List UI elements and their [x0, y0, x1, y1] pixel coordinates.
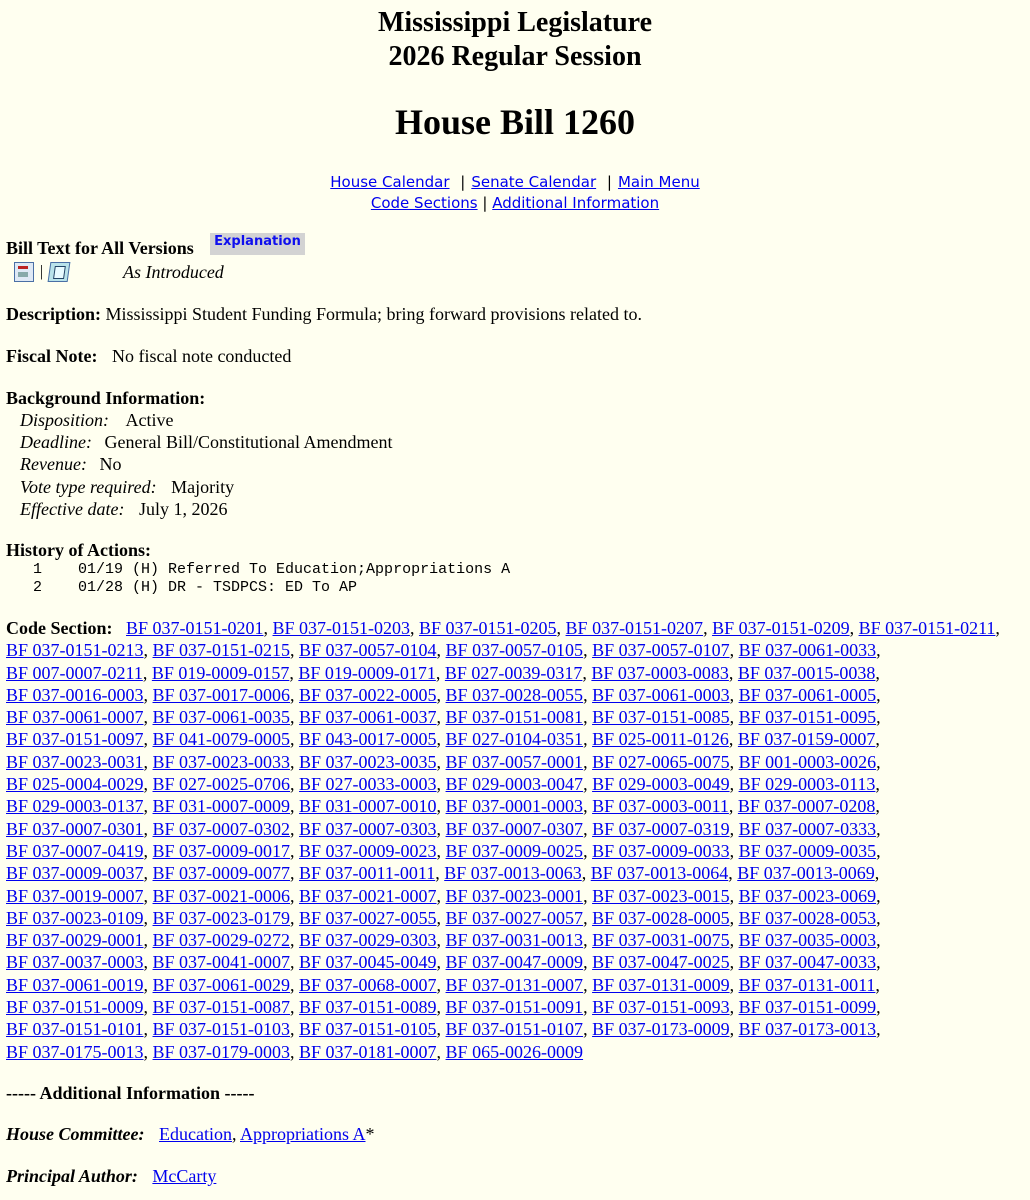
code-section-link[interactable]: BF 037-0023-0179: [152, 907, 291, 928]
code-section-link[interactable]: BF 037-0173-0013: [738, 1019, 877, 1040]
committee-link-education[interactable]: Education: [159, 1124, 232, 1144]
code-section-link[interactable]: BF 025-0011-0126: [592, 729, 729, 750]
code-section-link[interactable]: BF 037-0027-0057: [445, 907, 584, 928]
revenue-value: No: [99, 454, 122, 474]
code-section-link[interactable]: BF 037-0061-0029: [152, 974, 291, 995]
code-section-link[interactable]: BF 037-0151-0205: [419, 618, 557, 638]
code-section-link[interactable]: BF 029-0003-0113: [738, 774, 876, 795]
code-section-link[interactable]: BF 037-0028-0005: [592, 907, 730, 928]
pdf-icon[interactable]: [14, 262, 34, 282]
nav-separator: |: [606, 173, 612, 191]
code-section-link[interactable]: BF 037-0037-0003: [6, 952, 144, 973]
additional-info-heading: ----- Additional Information -----: [6, 1083, 255, 1103]
code-section-link[interactable]: BF 027-0039-0317: [444, 662, 583, 683]
code-section-link[interactable]: BF 037-0151-0201: [126, 618, 264, 638]
code-section-link[interactable]: BF 001-0003-0026: [738, 751, 877, 772]
nav-separator: |: [460, 173, 466, 191]
disposition-value: Active: [125, 410, 174, 430]
code-section-link[interactable]: BF 037-0028-0055: [445, 684, 584, 705]
code-section-link[interactable]: BF 037-0009-0025: [445, 840, 584, 861]
code-section-link[interactable]: BF 037-0023-0001: [445, 885, 584, 906]
description-row: [6, 304, 642, 325]
nav-links: [0, 172, 1030, 214]
code-section-link[interactable]: BF 037-0031-0075: [592, 930, 730, 951]
code-section-link[interactable]: BF 037-0009-0077: [152, 863, 291, 884]
code-section-link[interactable]: BF 037-0021-0006: [152, 885, 291, 906]
code-section-link[interactable]: BF 037-0047-0025: [592, 952, 730, 973]
deadline-row: [20, 432, 392, 453]
code-section-link[interactable]: BF 037-0181-0007: [299, 1041, 437, 1062]
history-action: 2 01/28 (H) DR - TSDPCS: ED To AP: [6, 579, 358, 596]
code-section-link[interactable]: BF 037-0151-0093: [592, 997, 730, 1018]
code-section-link[interactable]: BF 037-0057-0107: [592, 640, 730, 661]
deadline-value: General Bill/Constitutional Amendment: [104, 432, 393, 452]
code-section-link[interactable]: BF 031-0007-0010: [299, 796, 437, 817]
code-section-link[interactable]: BF 037-0151-0211: [858, 618, 996, 638]
code-section-link[interactable]: BF 037-0009-0023: [299, 840, 437, 861]
code-section-link[interactable]: BF 037-0151-0209: [712, 618, 850, 638]
explanation-button[interactable]: Explanation: [210, 233, 305, 255]
code-section-link[interactable]: BF 043-0017-0005: [299, 729, 437, 750]
vote-type-label: Vote type required:: [20, 477, 157, 497]
code-section-link[interactable]: BF 029-0003-0047: [445, 774, 584, 795]
code-section-link[interactable]: BF 037-0029-0303: [299, 930, 437, 951]
code-section-link[interactable]: BF 037-0131-0007: [445, 974, 584, 995]
house-committee-row: House Committee: Education, Appropriations A*: [6, 1124, 375, 1144]
code-section-link[interactable]: BF 037-0028-0053: [738, 907, 877, 928]
code-section-link[interactable]: BF 037-0151-0087: [152, 997, 291, 1018]
code-section-link[interactable]: BF 037-0007-0319: [592, 818, 730, 839]
vote-type-value: Majority: [171, 477, 235, 497]
principal-author-link[interactable]: McCarty: [152, 1166, 217, 1186]
code-section-link[interactable]: BF 037-0061-0007: [6, 707, 144, 728]
code-section-link[interactable]: BF 037-0016-0003: [6, 684, 144, 705]
code-section-link[interactable]: BF 037-0013-0069: [737, 863, 875, 884]
code-section-link[interactable]: BF 037-0023-0015: [592, 885, 730, 906]
disposition-label: Disposition:: [20, 410, 110, 430]
code-section-link[interactable]: BF 037-0061-0035: [152, 707, 291, 728]
committee-suffix: *: [365, 1124, 375, 1144]
code-section-link[interactable]: BF 037-0029-0001: [6, 930, 144, 951]
code-section-link[interactable]: BF 037-0009-0035: [738, 840, 877, 861]
code-section-link[interactable]: BF 037-0013-0063: [444, 863, 582, 884]
code-section-link[interactable]: BF 037-0151-0213: [6, 640, 144, 661]
fiscal-note-value: No fiscal note conducted: [111, 346, 292, 366]
code-section-label: Code Section:: [6, 618, 113, 638]
legislature-title: Mississippi Legislature: [377, 7, 653, 38]
code-section-link[interactable]: BF 019-0009-0157: [151, 662, 290, 683]
code-section-link[interactable]: BF 037-0057-0104: [299, 640, 437, 661]
code-section-link[interactable]: BF 037-0017-0006: [152, 684, 291, 705]
description-label: Description:: [6, 304, 101, 324]
code-section-link[interactable]: BF 027-0065-0075: [592, 751, 730, 772]
bill-text-heading: Bill Text for All Versions: [6, 238, 194, 258]
effective-date-row: [20, 499, 227, 520]
description-value: Mississippi Student Funding Formula; bring forward provisions related to.: [105, 304, 642, 324]
code-section-link[interactable]: BF 037-0151-0097: [6, 729, 144, 750]
house-calendar-link[interactable]: House Calendar: [330, 173, 450, 191]
code-section-link[interactable]: BF 037-0159-0007: [737, 729, 876, 750]
code-sections: Code Section: BF 037-0151-0201, BF 037-0151-0203, BF 037-0151-0205, BF 037-0151-0207, BF 037-0151-0209, BF 037-0151-0211, BF 037-0151-0213, BF 037-0151-0215, BF 037-0057-0104, BF 037-0057-0105, BF 037-0057-0107, BF 037-0061-0033, BF 007-0007-0211, BF 019-0009-0157, BF 019-0009-0171, BF 027-0039-0317, BF 037-0003-0083, BF 037-0015-0038, BF 037-0016-0003, BF 037-0017-0006, BF 037-0022-0005, BF 037-0028-0055, BF 037-0061-0003, BF 037-0061-0005, BF 037-0061-0007, BF 037-0061-0035, BF 037-0061-0037, BF 037-0151-0081, BF 037-0151-0085, BF 037-0151-0095, BF 037-0151-0097, BF 041-0079-0005, BF 043-0017-0005, BF 027-0104-0351, BF 025-0011-0126, BF 037-0159-0007, BF 037-0023-0031, BF 037-0023-0033, BF 037-0023-0035, BF 037-0057-0001, BF 027-0065-0075, BF 001-0003-0026, BF 025-0004-0029, BF 027-0025-0706, BF 027-0033-0003, BF 029-0003-0047, BF 029-0003-0049, BF 029-0003-0113, BF 029-0003-0137, BF 031-0007-0009, BF 031-0007-0010, BF 037-0001-0003, BF 037-0003-0011, BF 037-0007-0208, BF 037-0007-0301, BF 037-0007-0302, BF 037-0007-0303, BF 037-0007-0307, BF 037-0007-0319, BF 037-0007-0333, BF 037-0007-0419, BF 037-0009-0017, BF 037-0009-0023, BF 037-0009-0025, BF 037-0009-0033, BF 037-0009-0035, BF 037-0009-0037, BF 037-0009-0077, BF 037-0011-0011, BF 037-0013-0063, BF 037-0013-0064, BF 037-0013-0069, BF 037-0019-0007, BF 037-0021-0006, BF 037-0021-0007, BF 037-0023-0001, BF 037-0023-0015, BF 037-0023-0069, BF 037-0023-0109, BF 037-0023-0179, BF 037-0027-0055, BF 037-0027-0057, BF 037-0028-0005, BF 037-0028-0053, BF 037-0029-0001, BF 037-0029-0272, BF 037-0029-0303, BF 037-0031-0013, BF 037-0031-0075, BF 037-0035-0003, BF 037-0037-0003, BF 037-0041-0007, BF 037-0045-0049, BF 037-0047-0009, BF 037-0047-0025, BF 037-0047-0033, BF 037-0061-0019, BF 037-0061-0029, BF 037-0068-0007, BF 037-0131-0007, BF 037-0131-0009, BF 037-0131-0011, BF 037-0151-0009, BF 037-0151-0087, BF 037-0151-0089, BF 037-0151-0091, BF 037-0151-0093, BF 037-0151-0099, BF 037-0151-0101, BF 037-0151-0103, BF 037-0151-0105, BF 037-0151-0107, BF 037-0173-0009, BF 037-0173-0013, BF 037-0175-0013, BF 037-0179-0003, BF 037-0181-0007, BF 065-0026-0009: [6, 618, 1000, 1062]
code-section-link[interactable]: BF 037-0023-0035: [299, 751, 437, 772]
code-section-link[interactable]: BF 027-0104-0351: [445, 729, 584, 750]
code-section-link[interactable]: BF 025-0004-0029: [6, 774, 144, 795]
code-section-link[interactable]: BF 037-0173-0009: [592, 1019, 730, 1040]
code-section-link[interactable]: BF 037-0057-0105: [445, 640, 584, 661]
history-action: 1 01/19 (H) Referred To Education;Appropriations A: [6, 561, 511, 578]
house-committee-label: House Committee:: [6, 1124, 145, 1144]
history-heading: History of Actions:: [6, 540, 151, 560]
code-section-link[interactable]: BF 037-0151-0105: [299, 1019, 437, 1040]
code-section-link[interactable]: BF 037-0151-0103: [152, 1019, 291, 1040]
code-section-link[interactable]: BF 037-0029-0272: [152, 930, 291, 951]
code-section-link[interactable]: BF 037-0045-0049: [299, 952, 437, 973]
session-title: 2026 Regular Session: [388, 41, 642, 72]
fiscal-note-label: Fiscal Note:: [6, 346, 98, 366]
code-section-link[interactable]: BF 037-0151-0085: [592, 707, 730, 728]
code-section-link[interactable]: BF 037-0009-0033: [592, 840, 730, 861]
code-section-link[interactable]: BF 029-0003-0137: [6, 796, 144, 817]
code-section-link[interactable]: BF 037-0023-0109: [6, 907, 144, 928]
code-section-link[interactable]: BF 037-0179-0003: [152, 1041, 291, 1062]
code-section-link[interactable]: BF 037-0023-0031: [6, 751, 144, 772]
code-section-link[interactable]: BF 041-0079-0005: [152, 729, 291, 750]
code-sections-link[interactable]: Code Sections: [370, 194, 478, 212]
code-section-link[interactable]: BF 037-0007-0333: [738, 818, 877, 839]
code-section-link[interactable]: BF 027-0033-0003: [299, 774, 437, 795]
code-section-link[interactable]: BF 031-0007-0009: [152, 796, 291, 817]
code-section-link[interactable]: BF 037-0047-0033: [738, 952, 877, 973]
code-section-link[interactable]: BF 037-0068-0007: [299, 974, 437, 995]
effective-date-value: July 1, 2026: [138, 499, 228, 519]
code-section-link[interactable]: BF 037-0061-0005: [738, 684, 877, 705]
principal-author-label: Principal Author:: [6, 1166, 138, 1186]
code-section-link[interactable]: BF 037-0009-0037: [6, 863, 144, 884]
bill-title: House Bill 1260: [394, 102, 636, 142]
code-section-link[interactable]: BF 037-0007-0208: [737, 796, 876, 817]
code-section-link[interactable]: BF 037-0023-0069: [738, 885, 877, 906]
code-section-link[interactable]: BF 037-0061-0037: [299, 707, 437, 728]
code-section-link[interactable]: BF 037-0131-0011: [738, 974, 876, 995]
code-section-link[interactable]: BF 037-0151-0099: [738, 997, 877, 1018]
code-section-link[interactable]: BF 037-0151-0203: [272, 618, 411, 638]
code-section-link[interactable]: BF 037-0011-0011: [299, 863, 436, 884]
code-section-link[interactable]: BF 037-0001-0003: [445, 796, 584, 817]
code-section-link[interactable]: BF 037-0019-0007: [6, 885, 144, 906]
code-section-link[interactable]: BF 037-0151-0009: [6, 997, 144, 1018]
effective-date-label: Effective date:: [20, 499, 125, 519]
main-menu-link[interactable]: Main Menu: [617, 173, 700, 191]
code-section-link[interactable]: BF 037-0003-0083: [591, 662, 729, 683]
code-section-link[interactable]: BF 037-0151-0089: [299, 997, 437, 1018]
icon-separator: |: [40, 263, 44, 280]
code-section-link[interactable]: BF 065-0026-0009: [445, 1041, 584, 1062]
version-label: As Introduced: [123, 262, 224, 282]
code-section-link[interactable]: BF 037-0022-0005: [299, 684, 437, 705]
code-section-link[interactable]: BF 037-0151-0101: [6, 1019, 144, 1040]
revenue-label: Revenue:: [20, 454, 87, 474]
code-section-link[interactable]: BF 037-0021-0007: [299, 885, 437, 906]
code-section-link[interactable]: BF 037-0007-0302: [152, 818, 291, 839]
code-section-link[interactable]: BF 037-0061-0019: [6, 974, 144, 995]
code-section-link[interactable]: BF 037-0009-0017: [152, 840, 291, 861]
code-section-link[interactable]: BF 037-0151-0207: [565, 618, 704, 638]
code-section-link[interactable]: BF 037-0057-0001: [445, 751, 584, 772]
code-section-link[interactable]: BF 037-0007-0301: [6, 818, 144, 839]
code-section-link[interactable]: BF 029-0003-0049: [592, 774, 730, 795]
code-section-link[interactable]: BF 027-0025-0706: [152, 774, 291, 795]
code-section-link[interactable]: BF 037-0131-0009: [592, 974, 730, 995]
code-section-link[interactable]: BF 037-0013-0064: [590, 863, 729, 884]
disposition-row: [20, 410, 174, 431]
code-section-link[interactable]: BF 007-0007-0211: [6, 662, 143, 683]
committee-link-appropriations[interactable]: Appropriations A: [240, 1124, 366, 1144]
code-section-link[interactable]: BF 037-0007-0303: [299, 818, 437, 839]
code-section-link[interactable]: BF 037-0015-0038: [737, 662, 876, 683]
code-section-link[interactable]: BF 037-0027-0055: [299, 907, 437, 928]
code-section-link[interactable]: BF 037-0003-0011: [592, 796, 729, 817]
vote-type-row: [20, 477, 234, 498]
code-section-link[interactable]: BF 037-0151-0091: [445, 997, 584, 1018]
code-section-link[interactable]: BF 019-0009-0171: [298, 662, 436, 683]
code-section-link[interactable]: BF 037-0151-0081: [445, 707, 584, 728]
code-section-link[interactable]: BF 037-0007-0419: [6, 840, 144, 861]
page-header: [0, 6, 1030, 74]
code-section-link[interactable]: BF 037-0031-0013: [445, 930, 584, 951]
code-section-link[interactable]: BF 037-0035-0003: [738, 930, 877, 951]
code-section-link[interactable]: BF 037-0151-0215: [152, 640, 291, 661]
principal-author-row: [6, 1166, 216, 1187]
revenue-row: [20, 454, 121, 475]
code-section-link[interactable]: BF 037-0151-0107: [445, 1019, 584, 1040]
nav-separator: |: [482, 194, 488, 212]
document-icon[interactable]: [48, 262, 71, 282]
code-section-link[interactable]: BF 037-0151-0095: [738, 707, 877, 728]
code-section-link[interactable]: BF 037-0175-0013: [6, 1041, 144, 1062]
code-section-link[interactable]: BF 037-0061-0003: [592, 684, 730, 705]
code-section-link[interactable]: BF 037-0023-0033: [152, 751, 291, 772]
code-section-link[interactable]: BF 037-0061-0033: [738, 640, 877, 661]
deadline-label: Deadline:: [20, 432, 92, 452]
fiscal-note-row: [6, 346, 291, 367]
code-section-link[interactable]: BF 037-0007-0307: [445, 818, 584, 839]
code-section-link[interactable]: BF 037-0041-0007: [152, 952, 291, 973]
code-section-link[interactable]: BF 037-0047-0009: [445, 952, 584, 973]
version-icons: [14, 262, 69, 282]
background-heading: Background Information:: [6, 388, 206, 408]
additional-information-link[interactable]: Additional Information: [492, 194, 660, 212]
senate-calendar-link[interactable]: Senate Calendar: [471, 173, 597, 191]
